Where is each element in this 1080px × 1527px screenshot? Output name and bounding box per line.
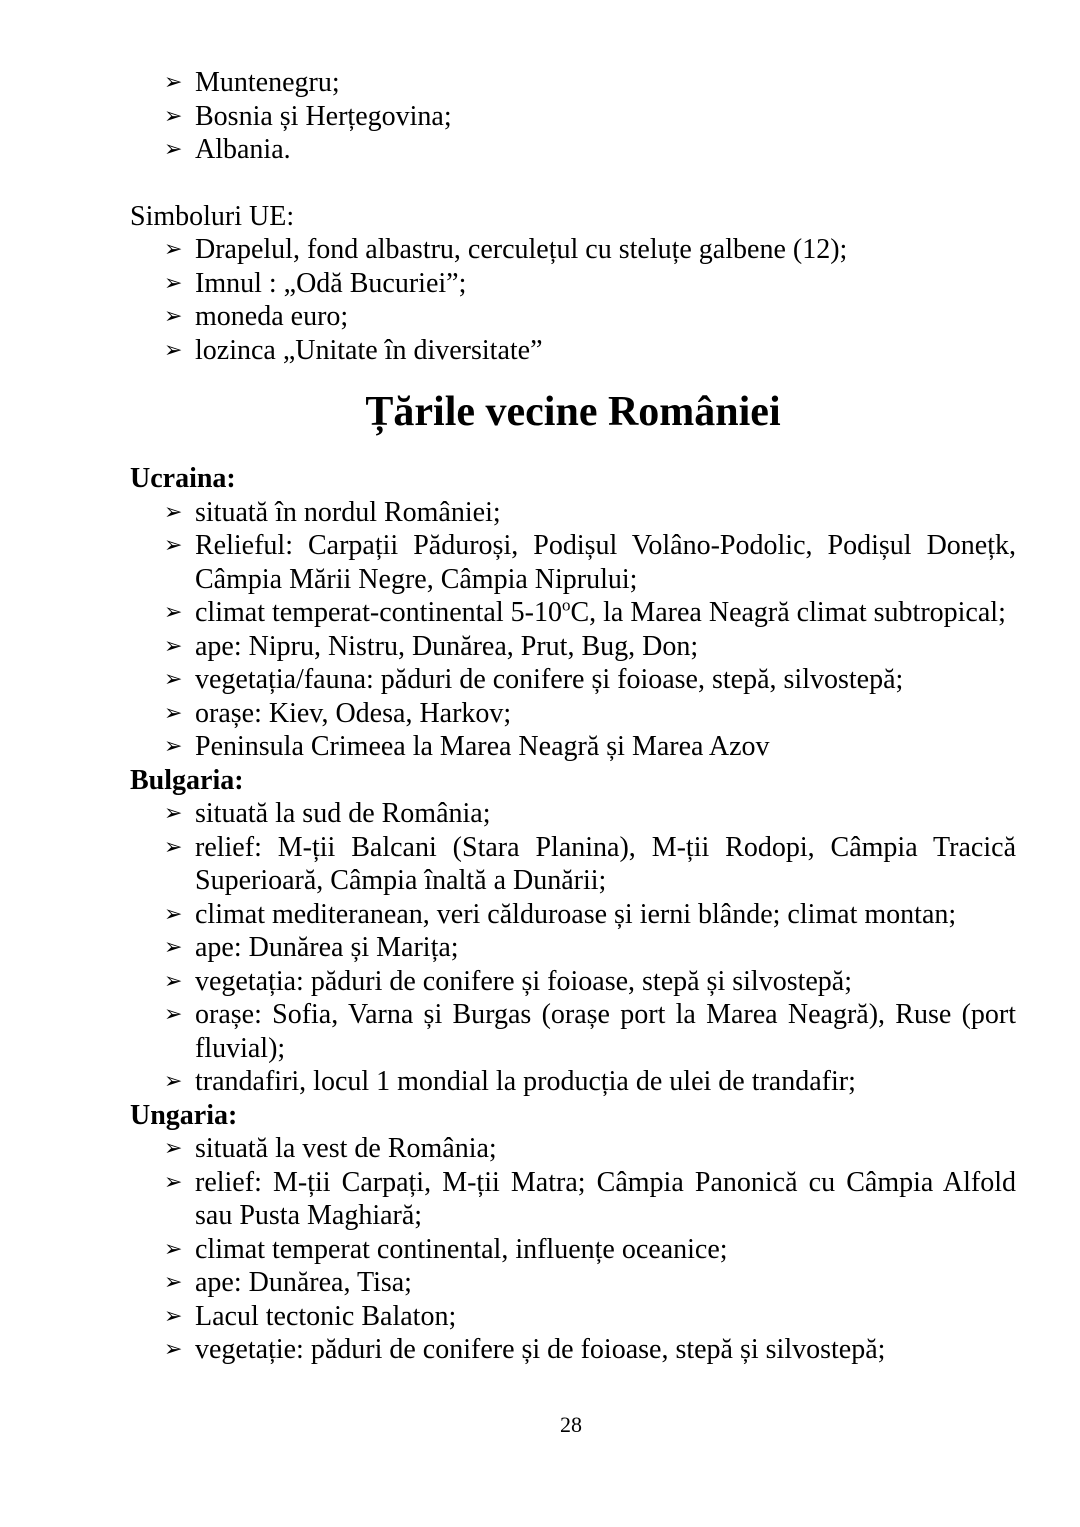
- arrow-bullet-icon: ➢: [164, 270, 183, 296]
- arrow-bullet-icon: ➢: [164, 533, 183, 558]
- list-item: ➢ Peninsula Crimeea la Marea Neagră și Marea Azov: [164, 731, 770, 762]
- list-item: ➢ situată la sud de România;: [164, 798, 491, 829]
- country-heading-bulgaria: Bulgaria:: [130, 764, 244, 796]
- intro-list: [130, 66, 1016, 167]
- list-item: ➢ vegetație: păduri de conifere și de foioase, stepă și silvostepă;: [164, 1334, 886, 1365]
- arrow-bullet-icon: ➢: [164, 70, 183, 95]
- list-item: ➢ lozinca „Unitate în diversitate”: [164, 334, 543, 366]
- list-item: ➢ ape: Nipru, Nistru, Dunărea, Prut, Bug, Don;: [164, 630, 699, 662]
- list-item: ➢ climat temperat-continental 5-10$^o$C, la Marea Neagră climat subtropical;: [164, 595, 1006, 628]
- arrow-bullet-icon: ➢: [164, 801, 183, 826]
- list-item: ➢ ape: Dunărea și Marița;: [164, 932, 459, 963]
- arrow-bullet-icon: ➢: [164, 1270, 183, 1295]
- arrow-bullet-icon: ➢: [164, 968, 183, 994]
- arrow-bullet-icon: ➢: [164, 103, 183, 129]
- country-heading-ucraina: Ucraina:: [130, 463, 236, 494]
- list-item: ➢ relief: M-ții Carpați, M-ții Matra; Câmpia Panonică cu Câmpia Alfold sau Pusta Maghiară;: [164, 1166, 1016, 1231]
- section-title: Țările vecine României: [365, 389, 781, 435]
- arrow-bullet-icon: ➢: [164, 237, 183, 262]
- list-item: ➢ vegetația/fauna: păduri de conifere și foioase, stepă, silvostepă;: [164, 664, 904, 695]
- list-item: ➢ moneda euro;: [164, 301, 349, 332]
- arrow-bullet-icon: ➢: [164, 1169, 183, 1195]
- list-item: ➢ Lacul tectonic Balaton;: [164, 1300, 457, 1332]
- list-item: ➢ Imnul : „Odă Bucuriei”;: [164, 267, 467, 299]
- bulgaria-list: [130, 797, 1016, 1099]
- arrow-bullet-icon: ➢: [164, 499, 183, 525]
- ungaria-list: [130, 1132, 1016, 1367]
- arrow-bullet-icon: ➢: [164, 1069, 183, 1094]
- arrow-bullet-icon: ➢: [164, 700, 183, 726]
- arrow-bullet-icon: ➢: [164, 304, 183, 329]
- arrow-bullet-icon: ➢: [164, 901, 183, 927]
- list-item: ➢ Albania.: [164, 134, 291, 165]
- list-item: ➢ Bosnia și Herțegovina;: [164, 100, 452, 132]
- list-item: ➢ climat temperat continental, influențe oceanice;: [164, 1233, 728, 1265]
- arrow-bullet-icon: ➢: [164, 667, 183, 692]
- list-item: ➢ orașe: Sofia, Varna și Burgas (orașe port la Marea Neagră), Ruse (port fluvial);: [164, 999, 1016, 1064]
- list-item: ➢ situată în nordul României;: [164, 496, 501, 528]
- list-item: ➢ orașe: Kiev, Odesa, Harkov;: [164, 697, 512, 729]
- arrow-bullet-icon: ➢: [164, 1136, 183, 1161]
- arrow-bullet-icon: ➢: [164, 633, 183, 659]
- page-content: [130, 66, 1016, 1367]
- list-item: ➢ trandafiri, locul 1 mondial la producția de ulei de trandafir;: [164, 1066, 856, 1097]
- list-item: ➢ vegetația: păduri de conifere și foioase, stepă și silvostepă;: [164, 965, 853, 997]
- symbols-list: [130, 233, 1016, 367]
- list-item: ➢ relief: M-ții Balcani (Stara Planina), M-ții Rodopi, Câmpia Tracică Superioară, Câmpia înaltă a Dunării;: [164, 831, 1016, 896]
- list-item: ➢ climat mediteranean, veri călduroase și ierni blânde; climat montan;: [164, 898, 957, 930]
- arrow-bullet-icon: ➢: [164, 137, 183, 162]
- arrow-bullet-icon: ➢: [164, 337, 183, 363]
- list-item: ➢ Relieful: Carpații Păduroși, Podișul Volâno-Podolic, Podișul Donețk, Câmpia Mării Negre, Câmpia Niprului;: [164, 530, 1016, 595]
- arrow-bullet-icon: ➢: [164, 1002, 183, 1027]
- arrow-bullet-icon: ➢: [164, 1303, 183, 1329]
- arrow-bullet-icon: ➢: [164, 1337, 183, 1362]
- list-item: ➢ Drapelul, fond albastru, cerculețul cu steluțe galbene (12);: [164, 234, 848, 265]
- country-heading-ungaria: Ungaria:: [130, 1099, 238, 1131]
- symbols-label: Simboluri UE:: [130, 200, 295, 232]
- arrow-bullet-icon: ➢: [164, 600, 183, 625]
- ucraina-list: [130, 496, 1016, 764]
- arrow-bullet-icon: ➢: [164, 734, 183, 759]
- arrow-bullet-icon: ➢: [164, 834, 183, 860]
- list-item: ➢ Muntenegru;: [164, 67, 340, 98]
- list-item: ➢ situată la vest de România;: [164, 1133, 497, 1164]
- list-item: ➢ ape: Dunărea, Tisa;: [164, 1267, 412, 1298]
- arrow-bullet-icon: ➢: [164, 935, 183, 960]
- page-number: 28: [560, 1412, 582, 1437]
- arrow-bullet-icon: ➢: [164, 1236, 183, 1262]
